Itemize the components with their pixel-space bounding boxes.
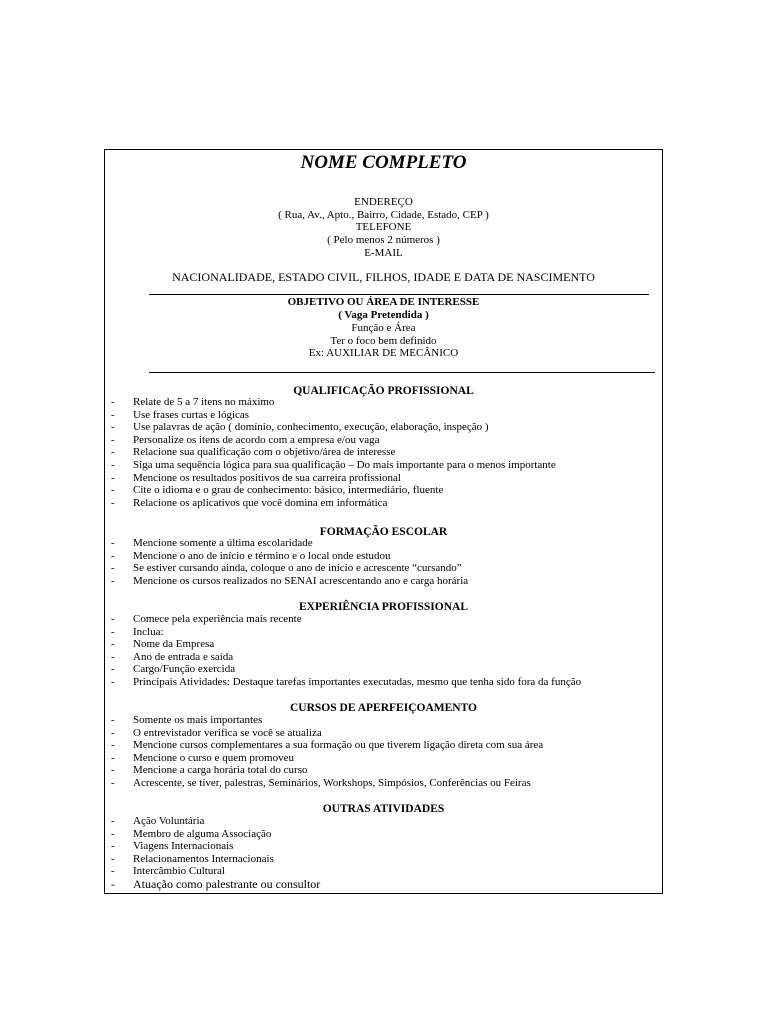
list-item: - Inclua: xyxy=(111,625,164,638)
list-item: - Mencione o curso e quem promoveu xyxy=(111,751,294,764)
objective-line: Ter o foco bem definido xyxy=(330,335,437,347)
section-title-formacao: FORMAÇÃO ESCOLAR xyxy=(319,526,448,538)
list-item: - Ano de entrada e saída xyxy=(111,650,234,663)
list-item: - O entrevistador verifica se você se atualiza xyxy=(111,726,322,739)
qualificacao-list xyxy=(105,396,662,509)
section-title-experiencia: EXPERIÊNCIA PROFISSIONAL xyxy=(298,601,469,613)
divider-bottom xyxy=(149,372,655,373)
list-item: - Viagens Internacionais xyxy=(111,840,234,853)
list-item: - Atuação como palestrante ou consultor xyxy=(111,876,321,891)
list-item: - Relacione os aplicativos que você domina em informática xyxy=(111,496,388,509)
email-label: E-MAIL xyxy=(364,247,403,259)
list-item: - Se estiver cursando ainda, coloque o ano de início e acrescente “cursando” xyxy=(111,562,462,575)
objective-line: Função e Área xyxy=(351,322,416,334)
section-title-cursos: CURSOS DE APERFEIÇOAMENTO xyxy=(289,702,477,714)
phone-label: TELEFONE xyxy=(355,221,412,233)
resume-template-page xyxy=(104,149,663,894)
list-item: - Personalize os itens de acordo com a empresa e/ou vaga xyxy=(111,433,380,446)
list-item: - Mencione somente a última escolaridade xyxy=(111,537,313,549)
full-name-heading: NOME COMPLETO xyxy=(300,152,467,173)
list-item: - Use frases curtas e lógicas xyxy=(111,408,250,421)
objective-title: OBJETIVO OU ÁREA DE INTERESSE xyxy=(287,296,480,308)
list-item: - Mencione a carga horária total do curso xyxy=(111,764,308,777)
list-item: - Relacione sua qualificação com o objetivo/área de interesse xyxy=(111,446,396,459)
list-item: - Mencione cursos complementares a sua formação ou que tiverem ligação direta com sua área xyxy=(111,739,544,752)
list-item: - Comece pela experiência mais recente xyxy=(111,613,302,625)
section-title-qualificacao: QUALIFICAÇÃO PROFISSIONAL xyxy=(293,385,474,397)
formacao-list xyxy=(105,537,662,587)
list-item: - Relacionamentos Internacionais xyxy=(111,852,274,865)
list-item: - Membro de alguma Associação xyxy=(111,827,272,840)
address-hint: ( Rua, Av., Apto., Bairro, Cidade, Estado, CEP ) xyxy=(278,209,489,221)
list-item: - Cite o idioma e o grau de conhecimento: básico, intermediário, fluente xyxy=(111,484,444,497)
objective-subtitle: ( Vaga Pretendida ) xyxy=(338,309,429,321)
list-item: - Cargo/Função exercida xyxy=(111,663,236,676)
list-item: - Ação Voluntária xyxy=(111,815,205,827)
list-item: - Mencione os cursos realizados no SENAI acrescentando ano e carga horária xyxy=(111,574,469,587)
list-item: - Relate de 5 a 7 itens no máximo xyxy=(111,396,275,408)
list-item: - Mencione o ano de início e término e o local onde estudou xyxy=(111,549,391,562)
address-label: ENDEREÇO xyxy=(354,196,413,208)
list-item: - Nome da Empresa xyxy=(111,638,215,651)
list-item: - Mencione os resultados positivos de sua carreira profissional xyxy=(111,471,401,484)
personal-info-line: NACIONALIDADE, ESTADO CIVIL, FILHOS, IDADE E DATA DE NASCIMENTO xyxy=(172,270,595,284)
list-item: - Somente os mais importantes xyxy=(111,714,263,726)
list-item: - Use palavras de ação ( domínio, conhecimento, execução, elaboração, inspeção ) xyxy=(111,421,489,434)
list-item: - Siga uma sequência lógica para sua qualificação – Do mais importante para o menos importante xyxy=(111,458,556,471)
experiencia-list xyxy=(105,613,662,689)
list-item: - Intercâmbio Cultural xyxy=(111,865,225,878)
cursos-list xyxy=(105,714,662,790)
objective-line: Ex: AUXILIAR DE MECÂNICO xyxy=(308,347,459,359)
list-item: - Acrescente, se tiver, palestras, Seminários, Workshops, Simpósios, Conferências ou Feiras xyxy=(111,776,531,789)
divider-top xyxy=(149,294,649,295)
section-title-outras: OUTRAS ATIVIDADES xyxy=(322,803,445,815)
outras-list xyxy=(105,815,662,891)
list-item: - Principais Atividades: Destaque tarefas importantes executadas, mesmo que tenha sido fora da função xyxy=(111,675,582,688)
phone-hint: ( Pelo menos 2 números ) xyxy=(327,234,440,246)
